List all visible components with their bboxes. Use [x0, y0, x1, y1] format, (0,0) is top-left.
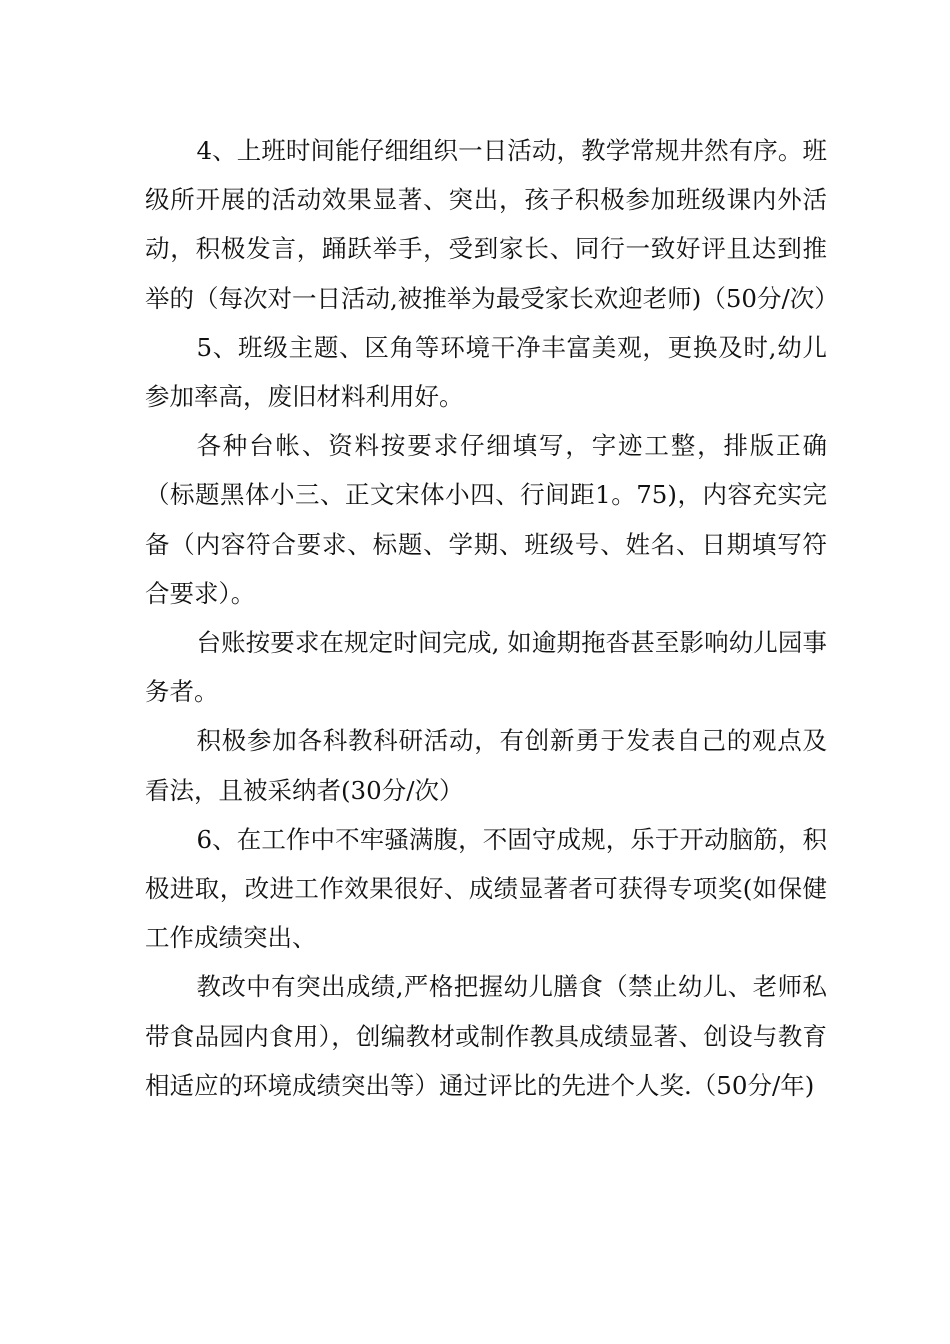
paragraph-research-activity: 积极参加各科教科研活动，有创新勇于发表自己的观点及看法，且被采纳者(30分/次） — [145, 726, 827, 805]
paragraph-teaching-reform: 教改中有突出成绩,严格把握幼儿膳食（禁止幼儿、老师私带食品园内食用），创编教材或制作教具成绩显著、创设与教育相适应的环境成绩突出等）通过评比的先进个人奖.（50分/年) — [145, 972, 827, 1100]
paragraph-item-5: 5、班级主题、区角等环境干净丰富美观，更换及时,幼儿参加率高，废旧材料利用好。 — [145, 332, 827, 412]
paragraph-item-6: 6、在工作中不牢骚满腹，不固守成规，乐于开动脑筋，积极进取，改进工作效果很好、成绩显著者可获得专项奖(如保健工作成绩突出、 — [145, 824, 827, 953]
document-body — [145, 126, 839, 1110]
paragraph-item-4: 4、上班时间能仔细组织一日活动，教学常规井然有序。班级所开展的活动效果显著、突出，孩子积极参加班级课内外活动，积极发言，踊跃举手，受到家长、同行一致好评且达到推举的（每次对一日活动,被推举为最受家长欢迎老师)（50分/次） — [145, 136, 839, 313]
paragraph-ledger-deadline: 台账按要求在规定时间完成, 如逾期拖沓甚至影响幼儿园事务者。 — [145, 628, 827, 707]
paragraph-ledger-format: 各种台帐、资料按要求仔细填写，字迹工整，排版正确（标题黑体小三、正文宋体小四、行间距1。75)，内容充实完备（内容符合要求、标题、学期、班级号、姓名、日期填写符合要求）。 — [145, 431, 827, 608]
